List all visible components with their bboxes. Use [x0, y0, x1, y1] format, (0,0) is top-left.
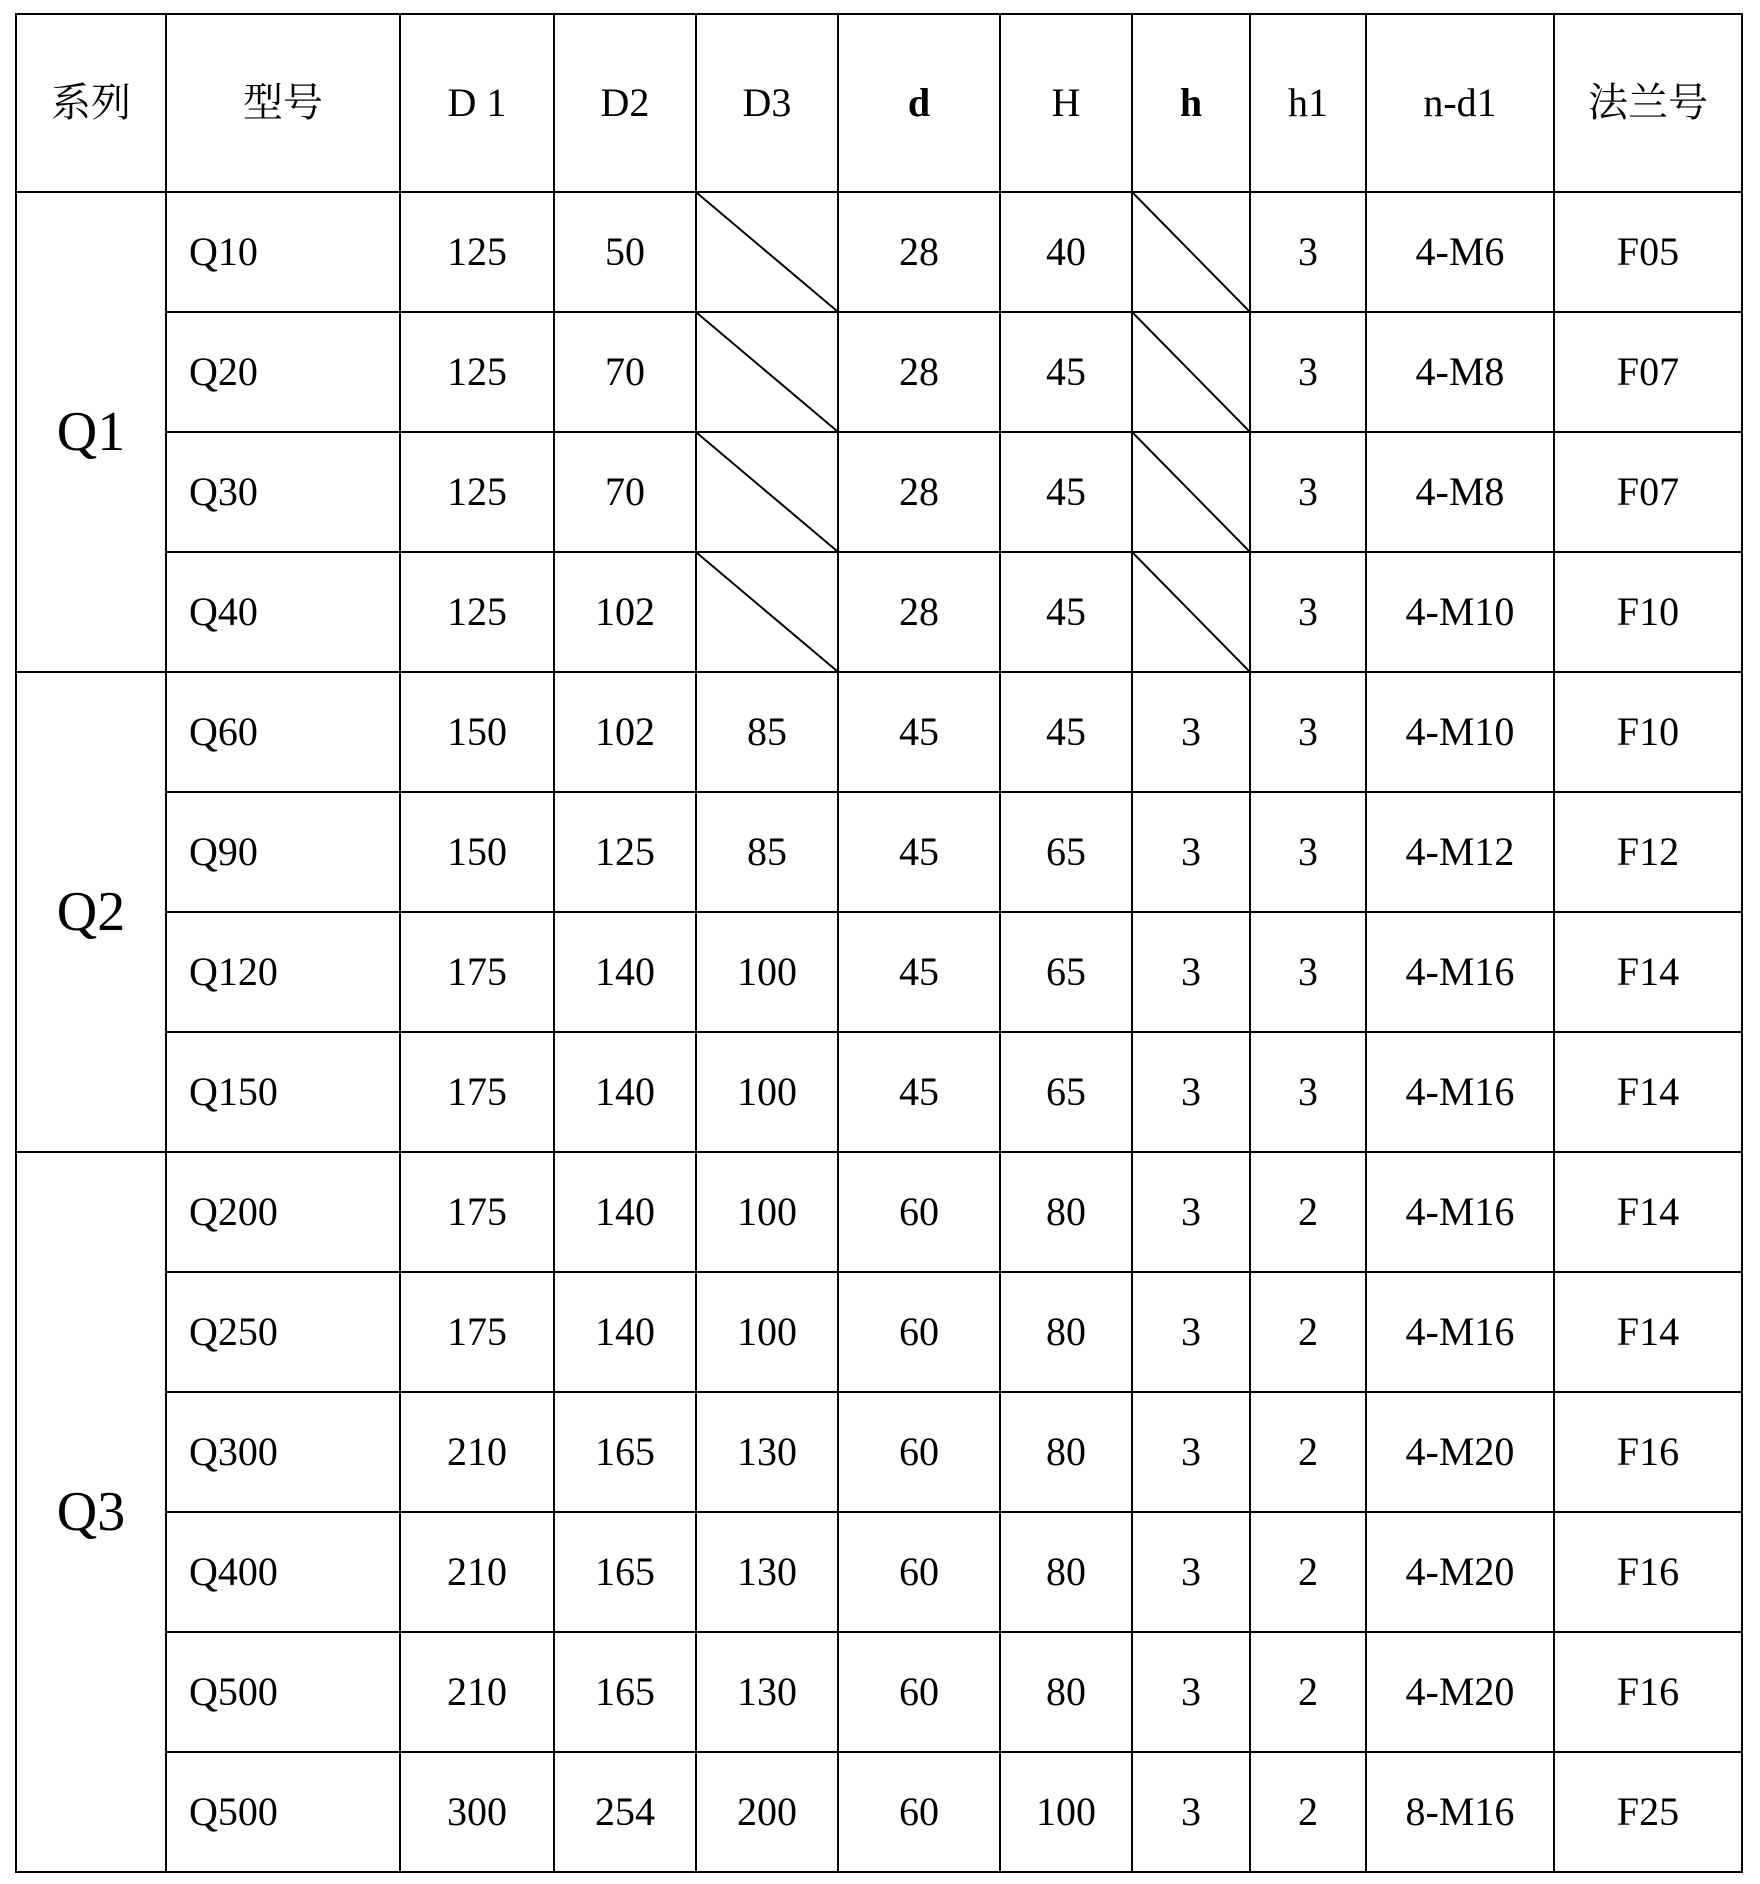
cell-h-lower: 3 — [1132, 1752, 1250, 1872]
table-row — [16, 792, 1742, 912]
cell-d-small: 28 — [838, 312, 1000, 432]
cell-d-small: 28 — [838, 432, 1000, 552]
cell-flange-no: F16 — [1554, 1632, 1742, 1752]
empty-slash-cell — [696, 552, 838, 672]
table-row — [16, 1512, 1742, 1632]
cell-h1: 3 — [1250, 1032, 1366, 1152]
diagonal-slash-icon — [1133, 193, 1249, 311]
table-row — [16, 912, 1742, 1032]
cell-model: Q150 — [166, 1032, 400, 1152]
empty-slash-cell — [1132, 552, 1250, 672]
header-h1: h1 — [1250, 14, 1366, 192]
cell-flange-no: F14 — [1554, 1152, 1742, 1272]
table-body — [16, 192, 1742, 1872]
cell-d1-outer: 175 — [400, 912, 554, 1032]
cell-model: Q500 — [166, 1752, 400, 1872]
cell-n-d1: 4-M10 — [1366, 552, 1554, 672]
empty-slash-cell — [1132, 432, 1250, 552]
header-flange-no: 法兰号 — [1554, 14, 1742, 192]
cell-d3: 130 — [696, 1632, 838, 1752]
cell-flange-no: F10 — [1554, 672, 1742, 792]
cell-d3: 100 — [696, 1032, 838, 1152]
cell-d-small: 28 — [838, 192, 1000, 312]
cell-d3: 130 — [696, 1512, 838, 1632]
cell-model: Q250 — [166, 1272, 400, 1392]
header-d1-outer: D 1 — [400, 14, 554, 192]
cell-d1-outer: 175 — [400, 1032, 554, 1152]
cell-n-d1: 4-M16 — [1366, 1152, 1554, 1272]
diagonal-slash-icon — [1133, 313, 1249, 431]
cell-d2: 140 — [554, 1032, 696, 1152]
cell-d1-outer: 150 — [400, 792, 554, 912]
cell-flange-no: F05 — [1554, 192, 1742, 312]
cell-h1: 2 — [1250, 1392, 1366, 1512]
cell-d3: 130 — [696, 1392, 838, 1512]
cell-n-d1: 4-M10 — [1366, 672, 1554, 792]
cell-h-lower: 3 — [1132, 1392, 1250, 1512]
cell-d-small: 45 — [838, 1032, 1000, 1152]
cell-d1-outer: 125 — [400, 192, 554, 312]
cell-h1: 3 — [1250, 552, 1366, 672]
header-h-upper: H — [1000, 14, 1132, 192]
cell-model: Q300 — [166, 1392, 400, 1512]
cell-flange-no: F14 — [1554, 912, 1742, 1032]
series-cell: Q1 — [16, 192, 166, 672]
cell-h1: 3 — [1250, 312, 1366, 432]
cell-flange-no: F12 — [1554, 792, 1742, 912]
cell-flange-no: F14 — [1554, 1272, 1742, 1392]
cell-n-d1: 4-M12 — [1366, 792, 1554, 912]
cell-d-small: 60 — [838, 1392, 1000, 1512]
cell-n-d1: 8-M16 — [1366, 1752, 1554, 1872]
cell-d-small: 45 — [838, 792, 1000, 912]
cell-h-upper: 40 — [1000, 192, 1132, 312]
cell-d2: 140 — [554, 1272, 696, 1392]
diagonal-slash-icon — [1133, 433, 1249, 551]
cell-d1-outer: 150 — [400, 672, 554, 792]
cell-h-lower: 3 — [1132, 1512, 1250, 1632]
cell-model: Q120 — [166, 912, 400, 1032]
cell-h1: 3 — [1250, 672, 1366, 792]
cell-model: Q200 — [166, 1152, 400, 1272]
cell-d1-outer: 125 — [400, 432, 554, 552]
cell-h-upper: 80 — [1000, 1512, 1132, 1632]
cell-h-upper: 45 — [1000, 672, 1132, 792]
cell-d2: 140 — [554, 912, 696, 1032]
cell-d2: 70 — [554, 312, 696, 432]
header-h-lower: h — [1132, 14, 1250, 192]
cell-d-small: 60 — [838, 1632, 1000, 1752]
empty-slash-cell — [696, 192, 838, 312]
cell-h-upper: 45 — [1000, 432, 1132, 552]
table-row — [16, 432, 1742, 552]
cell-d-small: 28 — [838, 552, 1000, 672]
empty-slash-cell — [696, 432, 838, 552]
empty-slash-cell — [1132, 312, 1250, 432]
cell-model: Q400 — [166, 1512, 400, 1632]
cell-n-d1: 4-M20 — [1366, 1632, 1554, 1752]
cell-d2: 102 — [554, 672, 696, 792]
cell-n-d1: 4-M16 — [1366, 912, 1554, 1032]
header-d3: D3 — [696, 14, 838, 192]
header-d-small: d — [838, 14, 1000, 192]
cell-h1: 3 — [1250, 432, 1366, 552]
cell-model: Q500 — [166, 1632, 400, 1752]
cell-h-lower: 3 — [1132, 792, 1250, 912]
cell-h1: 2 — [1250, 1512, 1366, 1632]
cell-h1: 2 — [1250, 1272, 1366, 1392]
cell-d2: 102 — [554, 552, 696, 672]
cell-d2: 140 — [554, 1152, 696, 1272]
cell-d-small: 60 — [838, 1272, 1000, 1392]
cell-h-upper: 80 — [1000, 1632, 1132, 1752]
cell-h-upper: 80 — [1000, 1392, 1132, 1512]
cell-d-small: 45 — [838, 912, 1000, 1032]
table-row — [16, 1272, 1742, 1392]
cell-d2: 165 — [554, 1512, 696, 1632]
cell-h-lower: 3 — [1132, 912, 1250, 1032]
cell-h1: 2 — [1250, 1752, 1366, 1872]
cell-d3: 100 — [696, 1272, 838, 1392]
cell-flange-no: F14 — [1554, 1032, 1742, 1152]
cell-n-d1: 4-M16 — [1366, 1032, 1554, 1152]
series-cell: Q3 — [16, 1152, 166, 1872]
cell-h-upper: 65 — [1000, 912, 1132, 1032]
cell-flange-no: F10 — [1554, 552, 1742, 672]
cell-d1-outer: 210 — [400, 1632, 554, 1752]
table-row — [16, 1392, 1742, 1512]
header-n-d1: n-d1 — [1366, 14, 1554, 192]
cell-d3: 85 — [696, 792, 838, 912]
cell-n-d1: 4-M16 — [1366, 1272, 1554, 1392]
cell-d1-outer: 300 — [400, 1752, 554, 1872]
cell-h-upper: 45 — [1000, 552, 1132, 672]
cell-flange-no: F25 — [1554, 1752, 1742, 1872]
table-row — [16, 672, 1742, 792]
cell-d-small: 60 — [838, 1152, 1000, 1272]
cell-flange-no: F07 — [1554, 432, 1742, 552]
table-row — [16, 1032, 1742, 1152]
cell-h-lower: 3 — [1132, 1152, 1250, 1272]
cell-n-d1: 4-M8 — [1366, 312, 1554, 432]
cell-d-small: 45 — [838, 672, 1000, 792]
cell-n-d1: 4-M6 — [1366, 192, 1554, 312]
cell-model: Q10 — [166, 192, 400, 312]
cell-d1-outer: 175 — [400, 1272, 554, 1392]
cell-d2: 125 — [554, 792, 696, 912]
cell-d3: 100 — [696, 912, 838, 1032]
cell-h1: 3 — [1250, 192, 1366, 312]
cell-d2: 70 — [554, 432, 696, 552]
empty-slash-cell — [696, 312, 838, 432]
cell-model: Q90 — [166, 792, 400, 912]
diagonal-slash-icon — [1133, 553, 1249, 671]
cell-d1-outer: 125 — [400, 312, 554, 432]
cell-model: Q60 — [166, 672, 400, 792]
cell-d2: 165 — [554, 1632, 696, 1752]
cell-h-lower: 3 — [1132, 1272, 1250, 1392]
diagonal-slash-icon — [697, 193, 837, 311]
cell-d2: 50 — [554, 192, 696, 312]
table-row — [16, 192, 1742, 312]
cell-h-upper: 65 — [1000, 1032, 1132, 1152]
cell-model: Q30 — [166, 432, 400, 552]
cell-d1-outer: 210 — [400, 1512, 554, 1632]
dimension-spec-table — [15, 13, 1743, 1873]
table-row — [16, 1632, 1742, 1752]
cell-n-d1: 4-M20 — [1366, 1392, 1554, 1512]
cell-h1: 3 — [1250, 912, 1366, 1032]
table-row — [16, 312, 1742, 432]
cell-h-upper: 80 — [1000, 1272, 1132, 1392]
cell-model: Q40 — [166, 552, 400, 672]
cell-h1: 3 — [1250, 792, 1366, 912]
cell-flange-no: F16 — [1554, 1512, 1742, 1632]
cell-d3: 100 — [696, 1152, 838, 1272]
header-model: 型号 — [166, 14, 400, 192]
cell-d1-outer: 175 — [400, 1152, 554, 1272]
cell-n-d1: 4-M20 — [1366, 1512, 1554, 1632]
header-d2: D2 — [554, 14, 696, 192]
cell-h-upper: 80 — [1000, 1152, 1132, 1272]
cell-d1-outer: 210 — [400, 1392, 554, 1512]
cell-d2: 165 — [554, 1392, 696, 1512]
cell-d-small: 60 — [838, 1512, 1000, 1632]
cell-h-lower: 3 — [1132, 1632, 1250, 1752]
cell-h-upper: 45 — [1000, 312, 1132, 432]
cell-d3: 85 — [696, 672, 838, 792]
cell-h1: 2 — [1250, 1152, 1366, 1272]
diagonal-slash-icon — [697, 313, 837, 431]
cell-h1: 2 — [1250, 1632, 1366, 1752]
cell-flange-no: F07 — [1554, 312, 1742, 432]
diagonal-slash-icon — [697, 433, 837, 551]
cell-h-lower: 3 — [1132, 672, 1250, 792]
cell-d2: 254 — [554, 1752, 696, 1872]
table-row — [16, 552, 1742, 672]
table-row — [16, 1152, 1742, 1272]
table-row — [16, 1752, 1742, 1872]
cell-flange-no: F16 — [1554, 1392, 1742, 1512]
cell-d3: 200 — [696, 1752, 838, 1872]
cell-d1-outer: 125 — [400, 552, 554, 672]
cell-h-lower: 3 — [1132, 1032, 1250, 1152]
cell-h-upper: 100 — [1000, 1752, 1132, 1872]
spec-table-container — [15, 13, 1743, 1873]
cell-model: Q20 — [166, 312, 400, 432]
diagonal-slash-icon — [697, 553, 837, 671]
empty-slash-cell — [1132, 192, 1250, 312]
series-cell: Q2 — [16, 672, 166, 1152]
cell-h-upper: 65 — [1000, 792, 1132, 912]
header-series: 系列 — [16, 14, 166, 192]
table-header-row — [16, 14, 1742, 192]
cell-n-d1: 4-M8 — [1366, 432, 1554, 552]
cell-d-small: 60 — [838, 1752, 1000, 1872]
